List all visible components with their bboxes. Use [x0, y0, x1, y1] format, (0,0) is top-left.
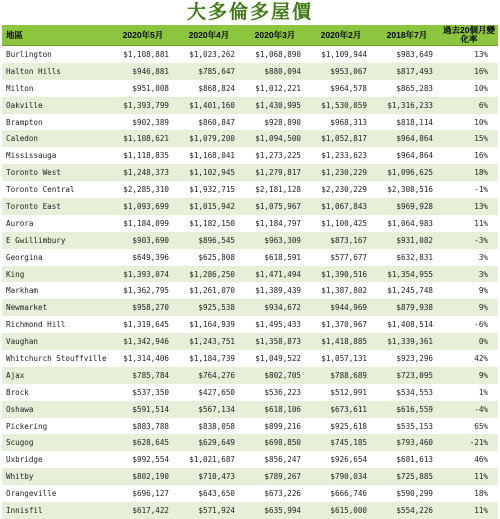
cell-change-rate: 15%	[440, 130, 498, 147]
cell-change-rate: -3%	[440, 232, 498, 249]
table-row	[2, 434, 498, 451]
cell-feb-2020: $1,067,843	[308, 198, 374, 215]
cell-change-rate: -21%	[440, 434, 498, 451]
cell-mar-2020: $618,106	[242, 401, 308, 418]
cell-feb-2020: $1,530,059	[308, 97, 374, 114]
table-row	[2, 232, 498, 249]
cell-apr-2020: $785,647	[176, 63, 242, 80]
cell-region: Whitchurch Stouffville	[2, 350, 110, 367]
cell-region: Richmond Hill	[2, 316, 110, 333]
cell-change-rate: 65%	[440, 418, 498, 435]
cell-apr-2020: $1,164,939	[176, 316, 242, 333]
cell-region: Pickering	[2, 418, 110, 435]
cell-apr-2020: $1,079,200	[176, 130, 242, 147]
cell-region: King	[2, 266, 110, 283]
table-row	[2, 46, 498, 63]
cell-mar-2020: $1,184,797	[242, 215, 308, 232]
cell-may-2020: $2,285,310	[110, 181, 176, 198]
cell-mar-2020: $1,049,522	[242, 350, 308, 367]
cell-feb-2020: $673,611	[308, 401, 374, 418]
cell-mar-2020: $963,309	[242, 232, 308, 249]
table-row	[2, 266, 498, 283]
cell-apr-2020: $567,134	[176, 401, 242, 418]
cell-mar-2020: $880,094	[242, 63, 308, 80]
page-title: 大多倫多屋價	[186, 1, 313, 23]
cell-region: Caledon	[2, 130, 110, 147]
cell-may-2020: $591,514	[110, 401, 176, 418]
cell-mar-2020: $856,247	[242, 451, 308, 468]
cell-change-rate: 11%	[440, 502, 498, 519]
cell-mar-2020: $899,216	[242, 418, 308, 435]
table-row	[2, 502, 498, 519]
cell-may-2020: $628,645	[110, 434, 176, 451]
cell-may-2020: $992,554	[110, 451, 176, 468]
cell-jul-2018: $590,299	[374, 485, 440, 502]
cell-region: E Gwillimbury	[2, 232, 110, 249]
cell-apr-2020: $764,276	[176, 367, 242, 384]
cell-change-rate: -6%	[440, 316, 498, 333]
table-row	[2, 114, 498, 131]
column-header-region: 地區	[2, 25, 110, 46]
house-price-table	[2, 25, 498, 519]
cell-jul-2018: $1,408,514	[374, 316, 440, 333]
column-header-change-rate: 過去20個月變化率	[440, 25, 498, 46]
cell-jul-2018: $725,885	[374, 468, 440, 485]
cell-region: Uxbridge	[2, 451, 110, 468]
table-row	[2, 97, 498, 114]
cell-jul-2018: $1,354,955	[374, 266, 440, 283]
cell-apr-2020: $1,261,070	[176, 282, 242, 299]
cell-apr-2020: $1,102,945	[176, 164, 242, 181]
cell-change-rate: -4%	[440, 401, 498, 418]
cell-mar-2020: $928,890	[242, 114, 308, 131]
cell-jul-2018: $1,316,233	[374, 97, 440, 114]
cell-feb-2020: $666,746	[308, 485, 374, 502]
cell-feb-2020: $926,654	[308, 451, 374, 468]
column-header-jul-2018: 2018年7月	[374, 25, 440, 46]
cell-may-2020: $1,342,946	[110, 333, 176, 350]
cell-region: Innisfil	[2, 502, 110, 519]
cell-may-2020: $1,362,795	[110, 282, 176, 299]
cell-apr-2020: $1,015,942	[176, 198, 242, 215]
cell-apr-2020: $629,649	[176, 434, 242, 451]
cell-apr-2020: $896,545	[176, 232, 242, 249]
cell-apr-2020: $1,023,262	[176, 46, 242, 63]
cell-feb-2020: $1,057,131	[308, 350, 374, 367]
cell-mar-2020: $2,181,128	[242, 181, 308, 198]
cell-region: Scugog	[2, 434, 110, 451]
cell-change-rate: 11%	[440, 468, 498, 485]
cell-region: Ajax	[2, 367, 110, 384]
cell-mar-2020: $635,994	[242, 502, 308, 519]
cell-mar-2020: $1,430,995	[242, 97, 308, 114]
cell-jul-2018: $818,114	[374, 114, 440, 131]
cell-region: Vaughan	[2, 333, 110, 350]
cell-may-2020: $649,396	[110, 249, 176, 266]
cell-region: Georgina	[2, 249, 110, 266]
cell-change-rate: 6%	[440, 97, 498, 114]
cell-apr-2020: $571,924	[176, 502, 242, 519]
cell-jul-2018: $2,308,516	[374, 181, 440, 198]
cell-feb-2020: $1,100,425	[308, 215, 374, 232]
cell-may-2020: $883,788	[110, 418, 176, 435]
table-row	[2, 333, 498, 350]
table-row	[2, 451, 498, 468]
cell-mar-2020: $1,471,494	[242, 266, 308, 283]
table-row	[2, 299, 498, 316]
column-header-feb-2020: 2020年2月	[308, 25, 374, 46]
cell-region: Aurora	[2, 215, 110, 232]
cell-change-rate: -1%	[440, 181, 498, 198]
cell-jul-2018: $793,460	[374, 434, 440, 451]
cell-mar-2020: $698,850	[242, 434, 308, 451]
cell-mar-2020: $618,591	[242, 249, 308, 266]
cell-apr-2020: $1,182,150	[176, 215, 242, 232]
cell-apr-2020: $925,538	[176, 299, 242, 316]
cell-apr-2020: $643,650	[176, 485, 242, 502]
table-row	[2, 181, 498, 198]
cell-region: Whitby	[2, 468, 110, 485]
cell-region: Brock	[2, 384, 110, 401]
cell-jul-2018: $969,928	[374, 198, 440, 215]
cell-feb-2020: $953,067	[308, 63, 374, 80]
cell-feb-2020: $1,390,516	[308, 266, 374, 283]
table-row	[2, 215, 498, 232]
cell-feb-2020: $944,969	[308, 299, 374, 316]
cell-jul-2018: $616,559	[374, 401, 440, 418]
table-row	[2, 485, 498, 502]
cell-apr-2020: $1,401,160	[176, 97, 242, 114]
cell-change-rate: 11%	[440, 215, 498, 232]
cell-feb-2020: $1,418,885	[308, 333, 374, 350]
cell-may-2020: $1,108,881	[110, 46, 176, 63]
cell-feb-2020: $790,034	[308, 468, 374, 485]
cell-mar-2020: $789,267	[242, 468, 308, 485]
cell-region: Toronto West	[2, 164, 110, 181]
cell-jul-2018: $1,245,748	[374, 282, 440, 299]
cell-jul-2018: $723,095	[374, 367, 440, 384]
cell-feb-2020: $1,109,944	[308, 46, 374, 63]
cell-region: Burlington	[2, 46, 110, 63]
cell-change-rate: 18%	[440, 485, 498, 502]
cell-may-2020: $1,319,645	[110, 316, 176, 333]
cell-jul-2018: $1,339,361	[374, 333, 440, 350]
cell-may-2020: $785,784	[110, 367, 176, 384]
table-row	[2, 198, 498, 215]
table-row	[2, 316, 498, 333]
cell-mar-2020: $1,012,221	[242, 80, 308, 97]
cell-change-rate: 9%	[440, 282, 498, 299]
cell-jul-2018: $632,831	[374, 249, 440, 266]
cell-change-rate: 10%	[440, 114, 498, 131]
cell-apr-2020: $1,168,041	[176, 147, 242, 164]
cell-change-rate: 1%	[440, 384, 498, 401]
cell-may-2020: $1,118,835	[110, 147, 176, 164]
cell-change-rate: 13%	[440, 198, 498, 215]
cell-jul-2018: $923,296	[374, 350, 440, 367]
cell-region: Halton Hills	[2, 63, 110, 80]
cell-mar-2020: $1,068,890	[242, 46, 308, 63]
cell-region: Toronto Central	[2, 181, 110, 198]
cell-change-rate: 13%	[440, 46, 498, 63]
cell-jul-2018: $681,613	[374, 451, 440, 468]
cell-mar-2020: $1,358,873	[242, 333, 308, 350]
cell-feb-2020: $1,052,817	[308, 130, 374, 147]
cell-jul-2018: $1,096,625	[374, 164, 440, 181]
column-header-mar-2020: 2020年3月	[242, 25, 308, 46]
cell-region: Newmarket	[2, 299, 110, 316]
cell-may-2020: $1,184,099	[110, 215, 176, 232]
cell-region: Markham	[2, 282, 110, 299]
cell-region: Orangeville	[2, 485, 110, 502]
cell-may-2020: $1,393,074	[110, 266, 176, 283]
column-header-apr-2020: 2020年4月	[176, 25, 242, 46]
cell-feb-2020: $788,689	[308, 367, 374, 384]
table-row	[2, 249, 498, 266]
cell-feb-2020: $1,387,802	[308, 282, 374, 299]
cell-jul-2018: $865,283	[374, 80, 440, 97]
cell-feb-2020: $968,313	[308, 114, 374, 131]
cell-jul-2018: $964,864	[374, 147, 440, 164]
cell-may-2020: $903,690	[110, 232, 176, 249]
cell-feb-2020: $1,230,229	[308, 164, 374, 181]
table-row	[2, 147, 498, 164]
cell-change-rate: 16%	[440, 147, 498, 164]
cell-feb-2020: $964,578	[308, 80, 374, 97]
table-body	[2, 46, 498, 519]
cell-may-2020: $1,108,621	[110, 130, 176, 147]
cell-jul-2018: $554,226	[374, 502, 440, 519]
table-header-row	[2, 25, 498, 46]
table-row	[2, 367, 498, 384]
cell-jul-2018: $964,864	[374, 130, 440, 147]
cell-apr-2020: $1,243,751	[176, 333, 242, 350]
cell-change-rate: 46%	[440, 451, 498, 468]
column-header-may-2020: 2020年5月	[110, 25, 176, 46]
cell-apr-2020: $838,058	[176, 418, 242, 435]
cell-feb-2020: $2,230,229	[308, 181, 374, 198]
cell-region: Mississauga	[2, 147, 110, 164]
cell-feb-2020: $577,677	[308, 249, 374, 266]
cell-apr-2020: $868,824	[176, 80, 242, 97]
cell-jul-2018: $983,649	[374, 46, 440, 63]
cell-change-rate: 42%	[440, 350, 498, 367]
cell-may-2020: $696,127	[110, 485, 176, 502]
cell-mar-2020: $802,705	[242, 367, 308, 384]
cell-jul-2018: $879,938	[374, 299, 440, 316]
table-row	[2, 468, 498, 485]
cell-apr-2020: $427,650	[176, 384, 242, 401]
cell-mar-2020: $1,075,967	[242, 198, 308, 215]
cell-region: Brampton	[2, 114, 110, 131]
cell-apr-2020: $1,932,715	[176, 181, 242, 198]
cell-jul-2018: $817,493	[374, 63, 440, 80]
cell-feb-2020: $1,233,623	[308, 147, 374, 164]
cell-change-rate: 16%	[440, 63, 498, 80]
cell-may-2020: $1,393,799	[110, 97, 176, 114]
cell-feb-2020: $873,167	[308, 232, 374, 249]
cell-may-2020: $1,093,699	[110, 198, 176, 215]
cell-mar-2020: $934,672	[242, 299, 308, 316]
cell-apr-2020: $710,473	[176, 468, 242, 485]
table-row	[2, 80, 498, 97]
cell-apr-2020: $1,184,739	[176, 350, 242, 367]
cell-change-rate: 18%	[440, 164, 498, 181]
table-row	[2, 282, 498, 299]
cell-region: Milton	[2, 80, 110, 97]
cell-mar-2020: $673,226	[242, 485, 308, 502]
cell-apr-2020: $1,021,687	[176, 451, 242, 468]
cell-jul-2018: $1,064,983	[374, 215, 440, 232]
cell-apr-2020: $1,286,250	[176, 266, 242, 283]
cell-may-2020: $537,350	[110, 384, 176, 401]
table-row	[2, 130, 498, 147]
cell-may-2020: $902,389	[110, 114, 176, 131]
cell-feb-2020: $512,991	[308, 384, 374, 401]
cell-change-rate: 9%	[440, 299, 498, 316]
cell-may-2020: $1,314,406	[110, 350, 176, 367]
cell-region: Oshawa	[2, 401, 110, 418]
cell-feb-2020: $1,370,967	[308, 316, 374, 333]
cell-change-rate: 3%	[440, 249, 498, 266]
cell-change-rate: 9%	[440, 367, 498, 384]
cell-may-2020: $958,270	[110, 299, 176, 316]
cell-jul-2018: $535,153	[374, 418, 440, 435]
cell-feb-2020: $925,618	[308, 418, 374, 435]
cell-may-2020: $617,422	[110, 502, 176, 519]
cell-mar-2020: $536,223	[242, 384, 308, 401]
cell-apr-2020: $625,808	[176, 249, 242, 266]
cell-mar-2020: $1,279,817	[242, 164, 308, 181]
cell-change-rate: 10%	[440, 80, 498, 97]
cell-jul-2018: $534,553	[374, 384, 440, 401]
cell-apr-2020: $860,847	[176, 114, 242, 131]
cell-change-rate: 3%	[440, 266, 498, 283]
table-row	[2, 384, 498, 401]
cell-feb-2020: $615,000	[308, 502, 374, 519]
table-row	[2, 164, 498, 181]
cell-jul-2018: $931,082	[374, 232, 440, 249]
cell-may-2020: $946,881	[110, 63, 176, 80]
cell-may-2020: $1,248,373	[110, 164, 176, 181]
cell-region: Oakville	[2, 97, 110, 114]
cell-mar-2020: $1,273,225	[242, 147, 308, 164]
cell-mar-2020: $1,094,500	[242, 130, 308, 147]
cell-feb-2020: $745,185	[308, 434, 374, 451]
cell-mar-2020: $1,389,439	[242, 282, 308, 299]
cell-mar-2020: $1,495,433	[242, 316, 308, 333]
table-row	[2, 418, 498, 435]
table-row	[2, 63, 498, 80]
table-row	[2, 401, 498, 418]
cell-may-2020: $802,190	[110, 468, 176, 485]
cell-may-2020: $951,008	[110, 80, 176, 97]
cell-region: Toronto East	[2, 198, 110, 215]
table-row	[2, 350, 498, 367]
cell-change-rate: 0%	[440, 333, 498, 350]
